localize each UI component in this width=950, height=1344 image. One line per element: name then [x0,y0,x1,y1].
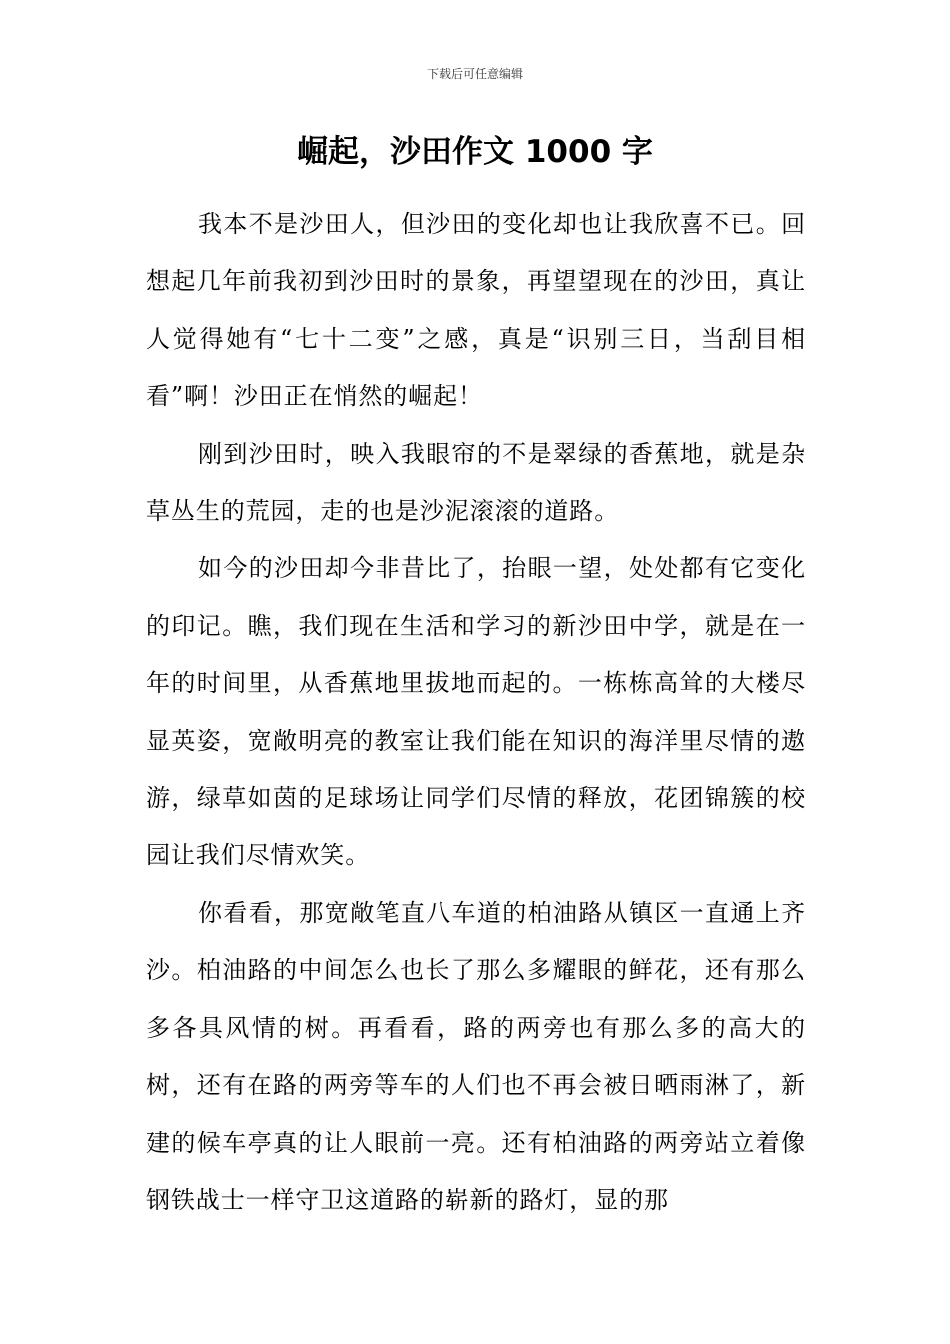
document-title: 崛起，沙田作文 1000 字 [297,134,653,170]
paragraph: 刚到沙田时，映入我眼帘的不是翠绿的香蕉地，就是杂草丛生的荒园，走的也是沙泥滚滚的道路。 [146,439,806,526]
paragraph: 我本不是沙田人，但沙田的变化却也让我欣喜不已。回想起几年前我初到沙田时的景象，再望望现在的沙田，真让人觉得她有“七十二变”之感，真是“识别三日，当刮目相看”啊！沙田正在悄然的崛起！ [146,210,806,411]
paragraph: 你看看，那宽敞笔直八车道的柏油路从镇区一直通上齐沙。柏油路的中间怎么也长了那么多耀眼的鲜花，还有那么多各具风情的树。再看看，路的两旁也有那么多的高大的树，还有在路的两旁等车的人们也不再会被日晒雨淋了，新建的候车亭真的让人眼前一亮。还有柏油路的两旁站立着像钢铁战士一样守卫这道路的崭新的路灯，显的那 [146,898,806,1214]
document-body [146,196,806,1229]
paragraph: 如今的沙田却今非昔比了，抬眼一望，处处都有它变化的印记。瞧，我们现在生活和学习的新沙田中学，就是在一年的时间里，从香蕉地里拔地而起的。一栋栋高耸的大楼尽显英姿，宽敞明亮的教室让我们能在知识的海洋里尽情的遨游，绿草如茵的足球场让同学们尽情的释放，花团锦簇的校园让我们尽情欢笑。 [146,554,806,870]
header-note: 下载后可任意编辑 [426,67,523,81]
